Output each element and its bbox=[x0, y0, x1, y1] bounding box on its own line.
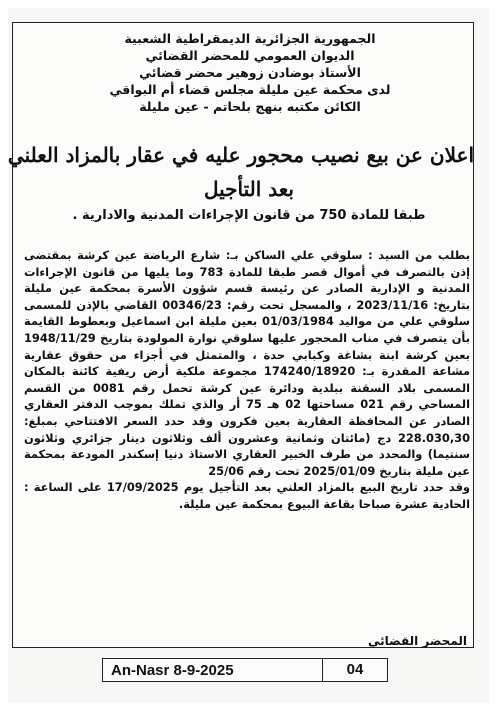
legal-basis-subtitle: طبقا للمادة 750 من قانون الإجراءات المدنية والادارية . bbox=[72, 208, 426, 223]
announcement-title-postponed: بعد التأجيل bbox=[204, 177, 294, 201]
bailiff-signature: المحضر القضائي bbox=[367, 634, 467, 648]
header-line-bailiff: الأستاذ بوضادن زوهير محضر قضائي bbox=[139, 65, 361, 80]
header-line-address: الكائن مكتبه بنهج بلحاتم - عين مليلة bbox=[139, 99, 361, 114]
header-line-country: الجمهورية الجزائرية الديمقراطية الشعبية bbox=[124, 31, 376, 46]
publication-footer bbox=[102, 658, 388, 682]
issuer-header bbox=[30, 30, 470, 115]
body-paragraph-details: بطلب من السيد : سلوقي علي الساكن بـ: شارع الرياضة عين كرشة بمقتضى إذن بالتصرف في أموال قصر طبقا للمادة 783 وما يليها من قانون الإجراءات المدنية و الإدارية الصادر عن رئيسة قسم شؤون الأسرة بمحكمة عين مليلة بتاريخ: 2023/11/16 ، والمسجل تحت رقم: 00346/23 القاضي بالإذن للمسمى سلوقي علي من مواليد 01/03/1984 بعين مليلة ابن اسماعيل وبعطوط القايمة بأن يتصرف في مناب المحجور عليها سلوقي نوارة المولودة بتاريخ 1948/11/29 بعين كرشة ابنة بشاغة وكبابي حدة ، والمتمثل في أجزاء من حقوق عقارية مشاعة المقدرة بـ: 174240/18920 مجموعة ملكية أرض ريفية كائنة بالمكان المسمى بلاد السقنة ببلدية ودائرة عين كرشة تحمل رقم 0081 من القسم المساحي رقم 021 مساحتها 02 هـ 75 أر والذي تملك بموجب الدفتر العقاري الصادر عن المحافظة العقارية بعين فكرون وقد حدد السعر الافتتاحي بمبلغ: 228.030,30 دج (مائتان وثمانية وعشرون ألف وثلاثون دينار جزائري وثلاثون سنتيما) والمحدد من طرف الخبير العقاري الاستاذ دنيا إسكندر المودعة بمحكمة عين مليلة بتاريخ 2025/01/09 تحت رقم 25/06 bbox=[24, 248, 471, 478]
announcement-body bbox=[24, 247, 470, 513]
header-line-court: لدى محكمة عين مليلة مجلس قضاء أم البواقي bbox=[109, 82, 391, 97]
announcement-title: اعلان عن بيع نصيب محجور عليه في عقار بالمزاد العلني bbox=[7, 143, 474, 167]
body-paragraph-sale-date: وقد حدد تاريخ البيع بالمزاد العلني بعد التأجيل يوم 17/09/2025 على الساعة : الحادية عشرة صباحا بقاعة البيوع بمحكمة عين مليلة. bbox=[24, 480, 470, 511]
header-line-office: الديوان العمومي للمحضر القضائي bbox=[145, 48, 355, 63]
page-number: 04 bbox=[322, 659, 387, 681]
newspaper-name-date: An-Nasr 8-9-2025 bbox=[111, 661, 234, 679]
